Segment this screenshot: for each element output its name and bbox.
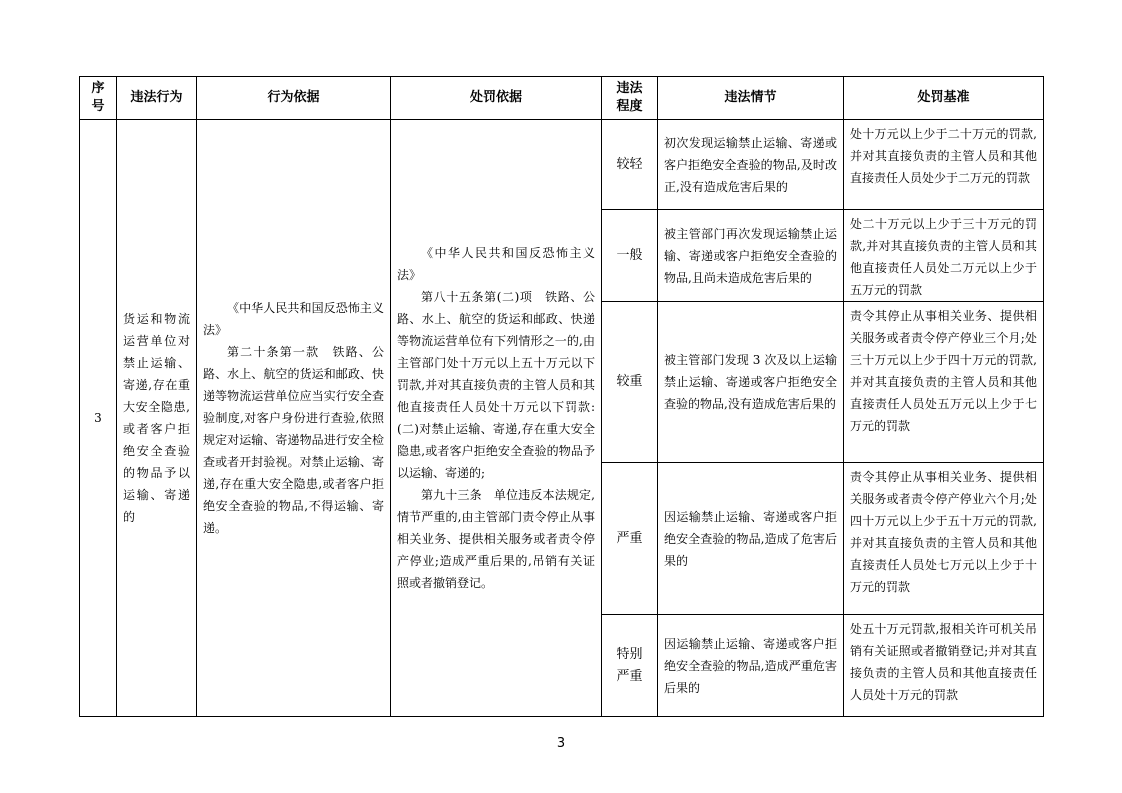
standard-cell: 处十万元以上少于二十万元的罚款,并对其直接负责的主管人员和其他直接责任人员处少于二万元的罚款	[844, 120, 1044, 210]
header-degree: 违法 程度	[602, 77, 658, 120]
standard-cell: 责令其停止从事相关业务、提供相关服务或者责令停产停业三个月;处三十万元以上少于四十万元的罚款,并对其直接负责的主管人员和其他直接责任人员处五万元以上少于七万元的罚款	[844, 302, 1044, 463]
punish-basis-article-93: 第九十三条 单位违反本法规定,情节严重的,由主管部门责令停止从事相关业务、提供相关服务或者责令停产停业;造成严重后果的,吊销有关证照或者撤销登记。	[397, 488, 595, 590]
degree-cell: 特别 严重	[602, 615, 658, 717]
standard-cell: 责令其停止从事相关业务、提供相关服务或者责令停产停业六个月;处四十万元以上少于五十万元的罚款,并对其直接负责的主管人员和其他直接责任人员处七万元以上少于十万元的罚款	[844, 463, 1044, 615]
degree-cell: 较轻	[602, 120, 658, 210]
page-number: 3	[556, 736, 566, 751]
degree-cell: 严重	[602, 463, 658, 615]
penalty-table	[79, 76, 1044, 717]
circumstance-cell: 被主管部门再次发现运输禁止运输、寄递或客户拒绝安全查验的物品,且尚未造成危害后果的	[658, 210, 844, 302]
header-standard: 处罚基准	[844, 77, 1044, 120]
table-row	[80, 120, 1044, 210]
header-punish-basis: 处罚依据	[391, 77, 602, 120]
standard-cell: 处五十万元罚款,报相关许可机关吊销有关证照或者撤销登记;并对其直接负责的主管人员和其他直接责任人员处十万元的罚款	[844, 615, 1044, 717]
header-act: 违法行为	[117, 77, 197, 120]
cell-act: 货运和物流运营单位对禁止运输、寄递,存在重大安全隐患,或者客户拒绝安全查验的物品予以运输、寄递的	[117, 120, 197, 717]
circumstance-cell: 被主管部门发现 3 次及以上运输禁止运输、寄递或客户拒绝安全查验的物品,没有造成危害后果的	[658, 302, 844, 463]
header-circumstance: 违法情节	[658, 77, 844, 120]
act-basis-law-title: 《中华人民共和国反恐怖主义法》	[203, 301, 384, 337]
circumstance-cell: 因运输禁止运输、寄递或客户拒绝安全查验的物品,造成了危害后果的	[658, 463, 844, 615]
cell-punish-basis	[391, 120, 602, 717]
circumstance-cell: 初次发现运输禁止运输、寄递或客户拒绝安全查验的物品,及时改正,没有造成危害后果的	[658, 120, 844, 210]
punish-basis-law-title: 《中华人民共和国反恐怖主义法》	[397, 246, 595, 282]
header-seq: 序 号	[80, 77, 117, 120]
header-row	[80, 77, 1044, 120]
cell-seq: 3	[80, 120, 117, 717]
act-basis-article: 第二十条第一款 铁路、公路、水上、航空的货运和邮政、快递等物流运营单位应当实行安全查验制度,对客户身份进行查验,依照规定对运输、寄递物品进行安全检查或者开封验视。对禁止运输、寄递,存在重大安全隐患,或者客户拒绝安全查验的物品,不得运输、寄递。	[203, 345, 384, 535]
degree-cell: 一般	[602, 210, 658, 302]
standard-cell: 处二十万元以上少于三十万元的罚款,并对其直接负责的主管人员和其他直接责任人员处二万元以上少于五万元的罚款	[844, 210, 1044, 302]
header-act-basis: 行为依据	[197, 77, 391, 120]
punish-basis-article-85: 第八十五条第(二)项 铁路、公路、水上、航空的货运和邮政、快递等物流运营单位有下列情形之一的,由主管部门处十万元以上五十万元以下罚款,并对其直接负责的主管人员和其他直接责任人员处十万元以下罚款:(二)对禁止运输、寄递,存在重大安全隐患,或者客户拒绝安全查验的物品予以运输、寄递的;	[397, 290, 595, 480]
cell-act-basis	[197, 120, 391, 717]
circumstance-cell: 因运输禁止运输、寄递或客户拒绝安全查验的物品,造成严重危害后果的	[658, 615, 844, 717]
degree-cell: 较重	[602, 302, 658, 463]
